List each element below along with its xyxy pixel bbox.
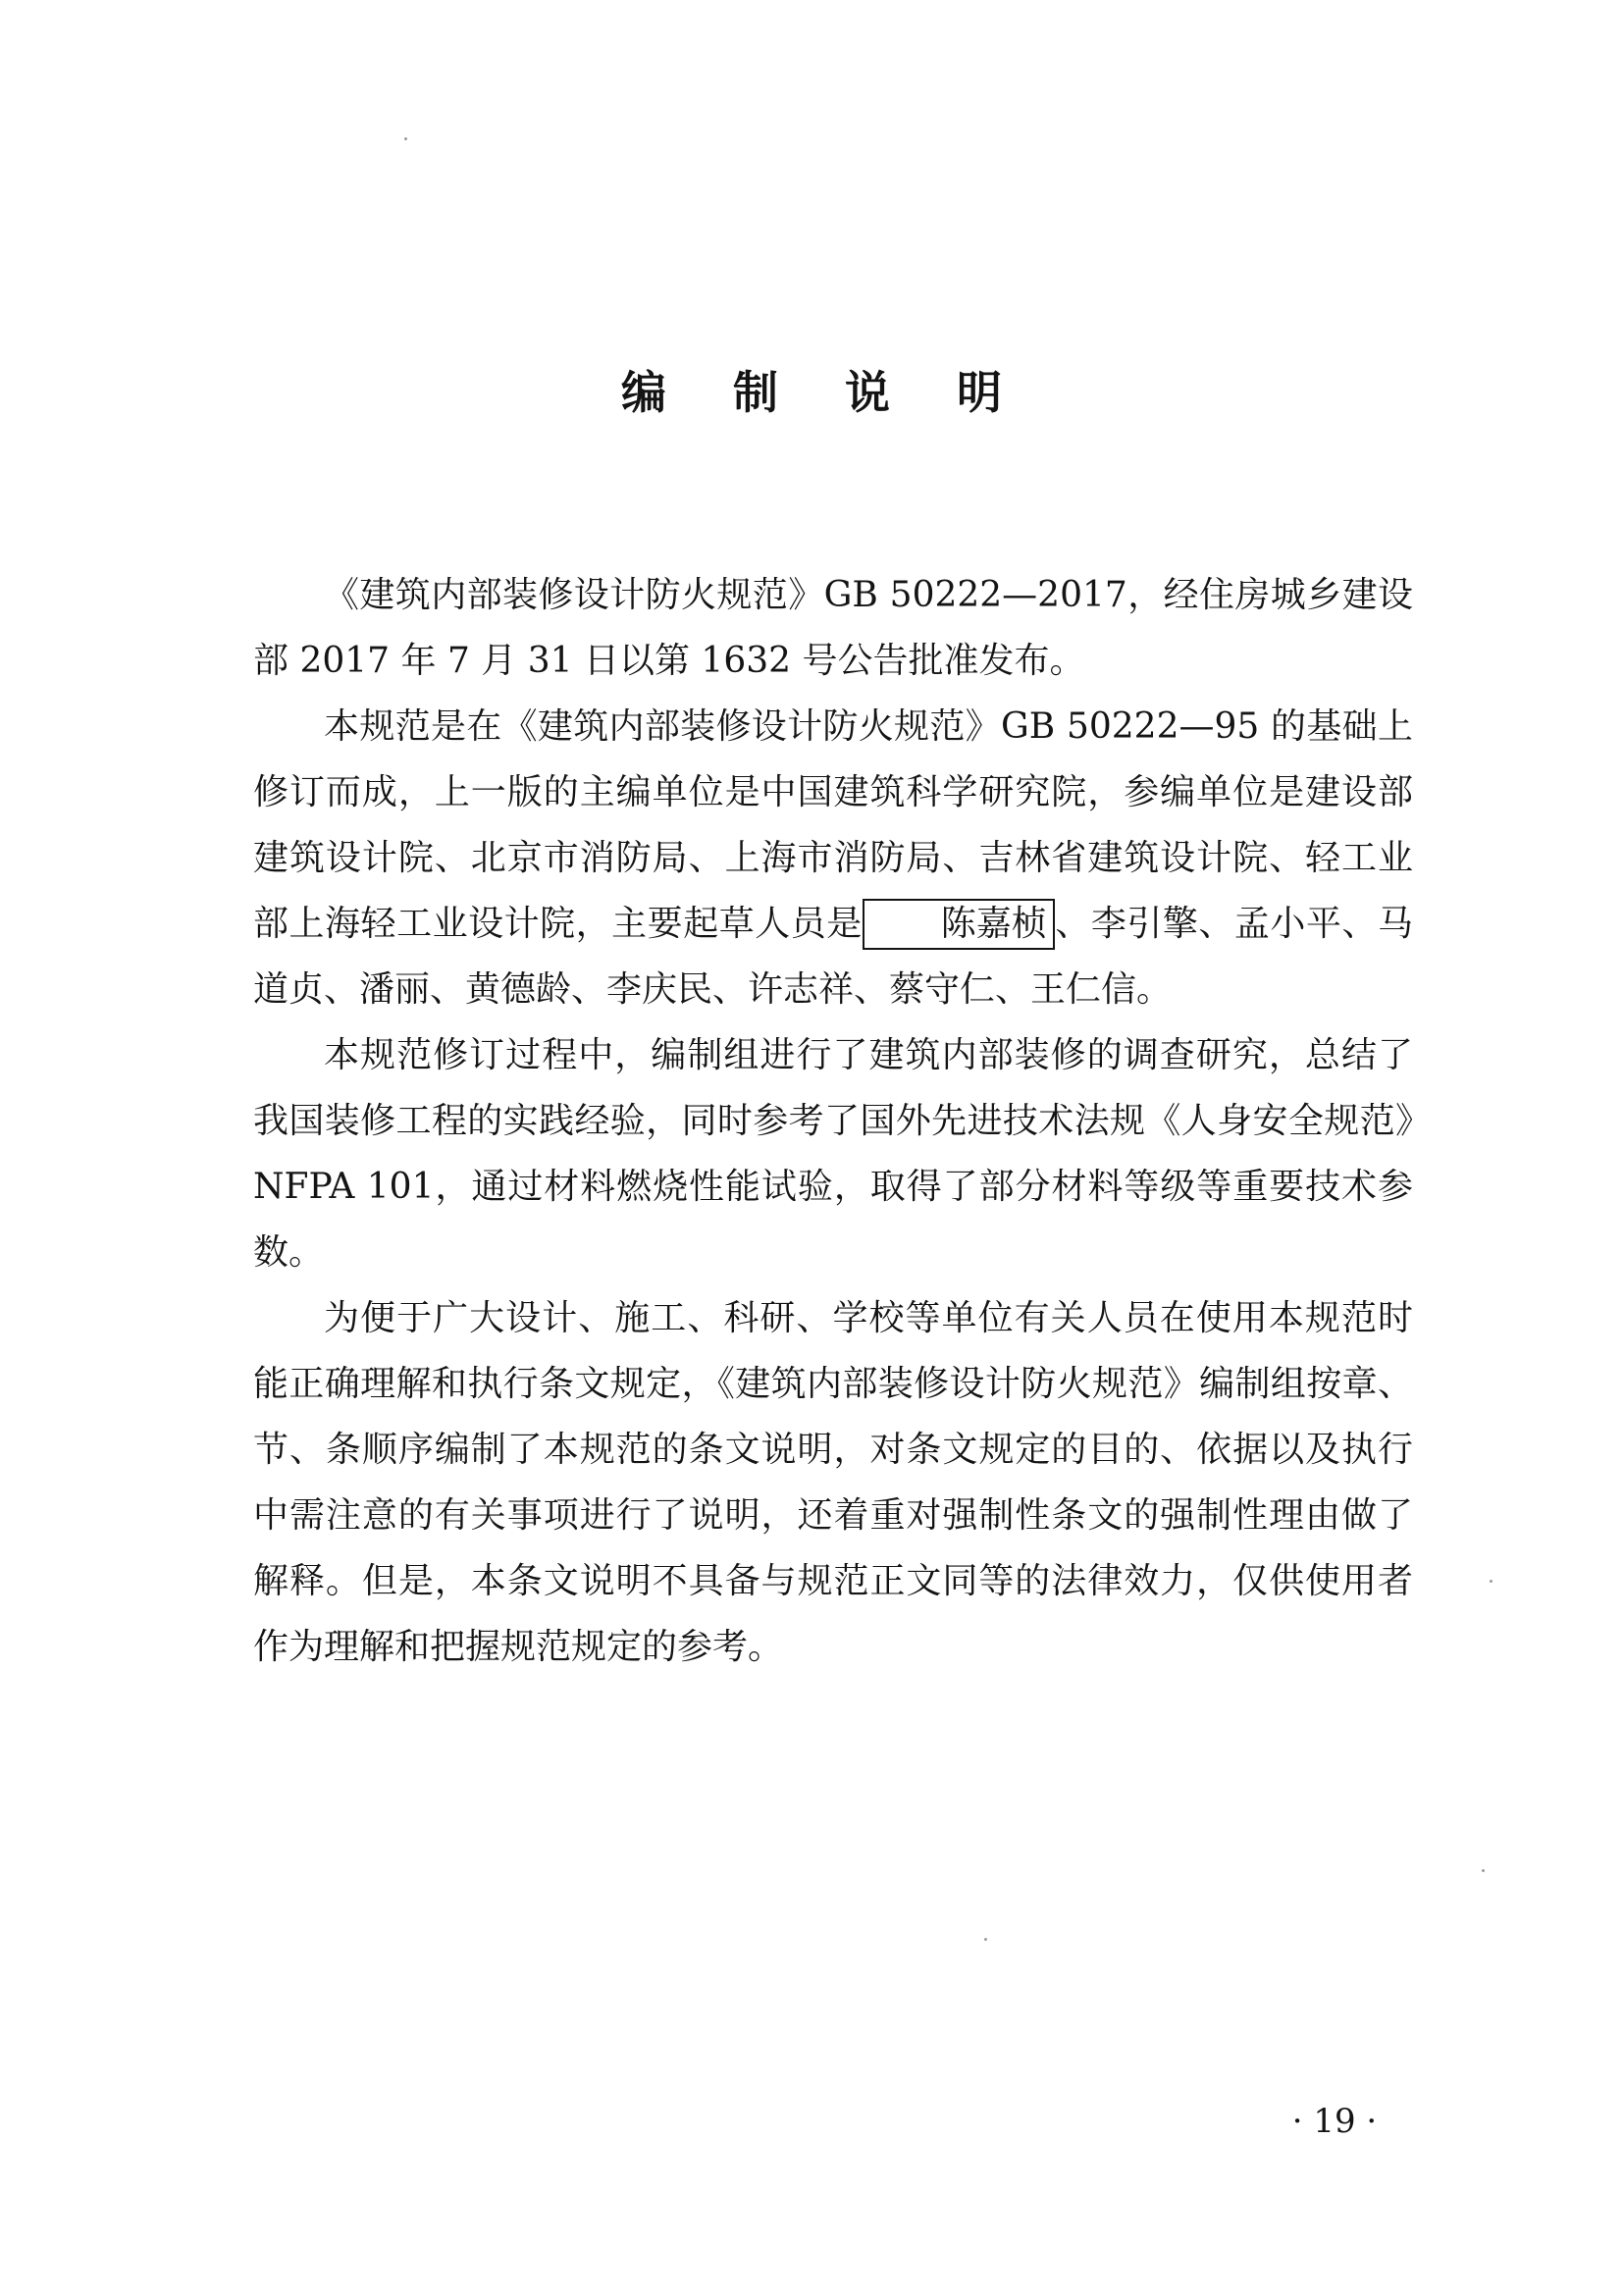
paragraph-revision-history [253,694,1413,1022]
scan-speck [1490,1580,1492,1583]
page-number: · 19 · [1291,2102,1378,2141]
body-text [253,562,1413,1680]
paragraph-revision-history-authors: 、李引擎、孟小平、马道贞、潘丽、黄德龄、李庆民、许志祥、蔡守仁、王仁信。 [253,904,1413,1010]
paragraph-revision-process: 本规范修订过程中，编制组进行了建筑内部装修的调查研究，总结了我国装修工程的实践经验，同时参考了国外先进技术法规《人身安全规范》NFPA 101，通过材料燃烧性能试验，取得了部分材料等级等重要技术参数。 [253,1035,1413,1273]
deceased-author-name: 陈嘉桢 [863,899,1055,950]
paragraph-approval: 《建筑内部装修设计防火规范》GB 50222—2017，经住房城乡建设部 2017 年 7 月 31 日以第 1632 号公告批准发布。 [253,575,1413,681]
scan-speck [404,137,407,140]
paragraph-usage-note: 为便于广大设计、施工、科研、学校等单位有关人员在使用本规范时能正确理解和执行条文规定，《建筑内部装修设计防火规范》编制组按章、节、条顺序编制了本规范的条文说明，对条文规定的目的、依据以及执行中需注意的有关事项进行了说明，还着重对强制性条文的强制性理由做了解释。但是，本条文说明不具备与规范正文同等的法律效力，仅供使用者作为理解和把握规范规定的参考。 [253,1298,1413,1667]
paragraph-revision-history-text: 本规范是在《建筑内部装修设计防火规范》GB 50222—95 的基础上修订而成，上一版的主编单位是中国建筑科学研究院，参编单位是建设部建筑设计院、北京市消防局、上海市消防局、吉林省建筑设计院、轻工业部上海轻工业设计院，主要起草人员是 [253,706,1413,944]
page-title: 编 制 说 明 [620,366,1028,419]
scan-speck [984,1938,987,1941]
scan-speck [1482,1869,1485,1872]
